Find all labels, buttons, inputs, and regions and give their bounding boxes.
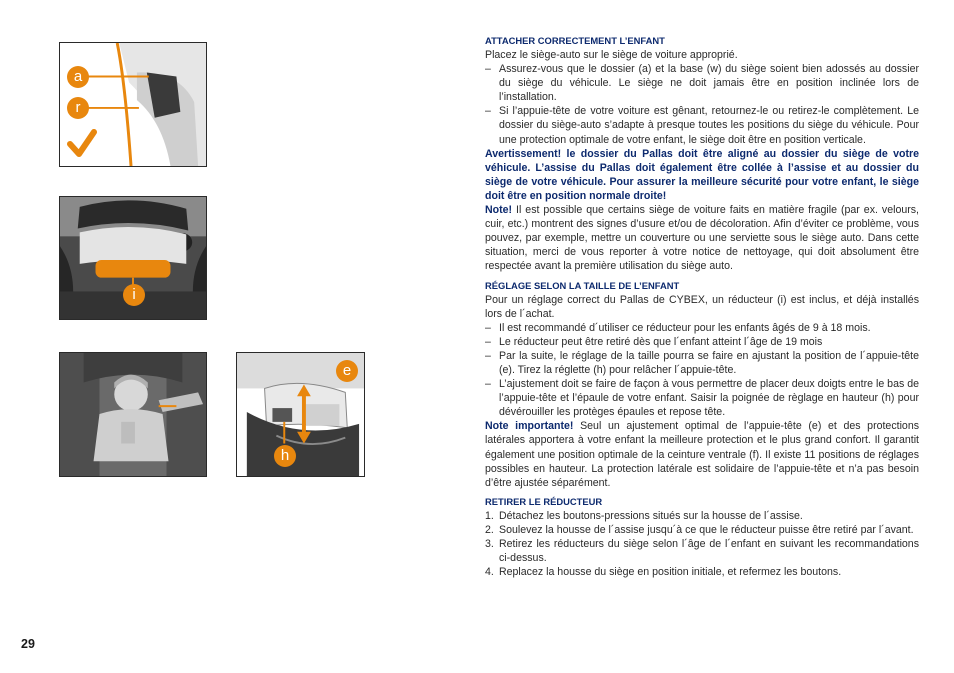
figure-reducer [59,196,207,320]
attach-note [485,203,919,273]
step-text: Détachez les boutons-pressions situés sur la housse de l´assise. [499,509,803,522]
size-intro: Pour un réglage correct du Pallas de CYBEX, un réducteur (i) est inclus, et déjà installés lors de l´achat. [485,293,919,320]
instructions-column [485,34,919,579]
step-text: Replacez la housse du siège en position initiale, et refermez les boutons. [499,566,842,579]
list-item-text: L’ajustement doit se faire de façon à vous permettre de placer deux doigts entre le bas de l’appuie-tête et l’épaule de votre enfant. Saisir la poignée de règlage en hauteur (h) pour dévérouiller les protèges épaules et repose tête. [499,378,919,419]
child-photo [60,353,206,476]
size-list [485,321,919,420]
list-item: – Le réducteur peut être retiré dès que l´enfant atteint l´âge de 19 mois [485,335,823,348]
note-label: Note importante! [485,420,574,433]
note-text: Seul un ajustement optimal de l’appuie-tête (e) et des protections latérales apportera à votre enfant la meilleure protection et le plus grand confort. Il garantit également une position optimale de la ceinture ventrale (f). Il existe 11 positions de réglages possibles en hauteur. La protection latérale est solidaire de l’appuie-tête et n’a pas besoin d’être ajustée séparément. [485,420,920,489]
list-item [485,565,919,579]
step-text: Soulevez la housse de l´assise jusqu´à ce que le réducteur puisse être retiré par l´avant. [499,523,914,536]
section-heading-size: RÉGLAGE SELON LA TAILLE DE L’ENFANT [485,279,680,291]
list-item [485,523,919,537]
step-number: 4. [485,566,494,579]
list-item-text: Si l’appuie-tête de votre voiture est gênant, retournez-le ou retirez-le complètement. Le dossier du siège-auto s’adapte à presque toutes les positions du siège du véhicule. Pour une protection optimale de votre enfant, le siège doit être en position verticale. [499,105,919,146]
page-number: 29 [21,637,35,651]
label-h-badge: h [274,445,296,467]
step-number: 1. [485,509,494,522]
size-note [485,419,919,489]
attach-list [485,62,919,147]
remove-steps [485,509,919,579]
list-item-text: Par la suite, le réglage de la taille pourra se faire en ajustant la position de l´appuie-tête (e). Tirez la réglette (h) pour relâcher l´appuie-tête. [499,349,919,376]
list-item [485,509,919,523]
checkmark-icon [67,129,97,159]
list-item-text: Assurez-vous que le dossier (a) et la base (w) du siège soient bien adossés au dossier du siège du véhicule. Le siège ne doit jamais être en position inclinée lors de l’installation. [499,63,919,104]
list-item: – L’ajustement doit se faire de façon à vous permettre de placer deux doigts entre le bas de l’appuie-tête et l’épaule de votre enfant. Saisir la poignée de règlage en hauteur (h) pour dévérouiller les protèges épaules et repose tête. [485,378,919,419]
attach-warning: Avertissement! le dossier du Pallas doit être aligné au dossier du siège de votre véhicule. L’assise du Pallas doit également être collée à l’assise et au dossier du siège de votre véhicule. Pour assurer la meilleure sécurité pour votre enfant, le siège doit être en position normale droite! [485,147,919,202]
step-text: Retirez les réducteurs du siège selon l´âge de l´enfant en suivant les recommandations ci-dessus. [499,538,919,565]
section-heading-attach: ATTACHER CORRECTEMENT L’ENFANT [485,35,665,46]
list-item: – Si l’appuie-tête de votre voiture est gênant, retournez-le ou retirez-le complètement. Le dossier du siège-auto s’adapte à presque toutes les positions du siège du véhicule. Pour une protection optimale de votre enfant, le siège doit être en position verticale. [485,105,919,146]
list-item [485,537,919,565]
label-i-badge: i [123,284,145,306]
label-a-badge: a [67,66,89,88]
figure-seat-alignment [59,42,207,167]
figure-child-in-seat [59,352,207,477]
step-number: 3. [485,538,494,550]
list-item: – Il est recommandé d´utiliser ce réducteur pour les enfants âgés de 9 à 18 mois. [485,321,871,334]
section-heading-remove: RETIRER LE RÉDUCTEUR [485,495,603,507]
note-text: Il est possible que certains siège de voiture faits en matière fragile (par ex. velours, cuir, etc.) montrent des signes d’usure et/ou de décoloration. Afin d’éviter ce problème, vous pouvez, par exemple, mettre un couverture ou une serviette sous le siège auto. Dans cette situation, merci de vous reporter à votre notice de nettoyage, qui doit absolument être respectée avant la première utilisation du siège auto. [485,204,919,273]
attach-intro: Placez le siège-auto sur le siège de voiture approprié. [485,49,738,61]
step-number: 2. [485,523,494,536]
list-item: – Assurez-vous que le dossier (a) et la base (w) du siège soient bien adossés au dossier du siège du véhicule. Le siège ne doit jamais être en position inclinée lors de l’installation. [485,63,919,104]
note-label: Note! [485,204,513,217]
label-r-badge: r [67,97,89,119]
figure-headrest-adjustment [236,352,365,477]
list-item-text: Il est recommandé d´utiliser ce réducteur pour les enfants âgés de 9 à 18 mois. [499,321,871,334]
list-item-text: Le réducteur peut être retiré dès que l´enfant atteint l´âge de 19 mois [499,335,823,348]
list-item: – Par la suite, le réglage de la taille pourra se faire en ajustant la position de l´appuie-tête (e). Tirez la réglette (h) pour relâcher l´appuie-tête. [485,349,919,376]
label-e-badge: e [336,360,358,382]
